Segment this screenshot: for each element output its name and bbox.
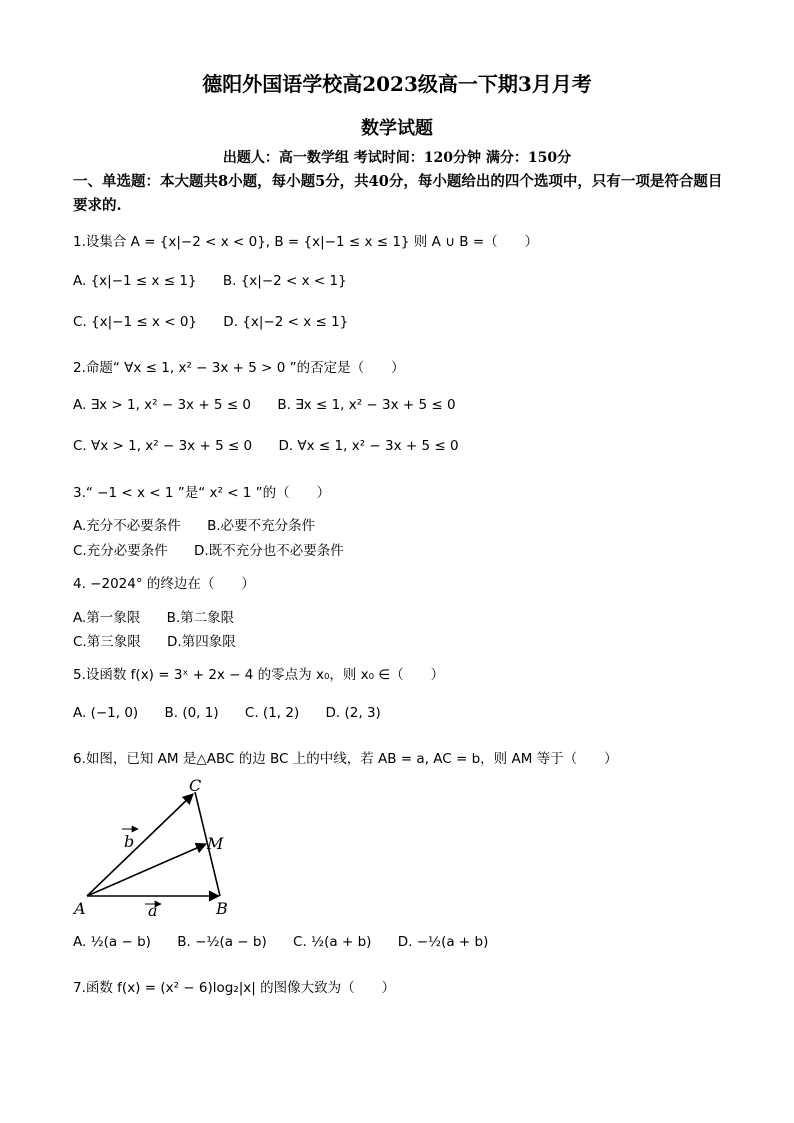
question-6-option-b: B. −½(a − b) [177, 934, 267, 950]
exam-title: 德阳外国语学校高2023级高一下期3月月考 [202, 72, 592, 96]
question-5-option-d: D. (2, 3) [325, 705, 381, 721]
question-6-options [73, 934, 510, 950]
question-3-option-c: C.充分必要条件 [73, 543, 168, 559]
exam-info: 出题人：高一数学组 考试时间：120分钟 满分：150分 [222, 150, 572, 166]
exam-subtitle: 数学试题 [361, 118, 433, 139]
question-6-option-c: C. ½(a + b) [293, 934, 372, 950]
question-6-stem: 6.如图，已知 AM 是△ABC 的边 BC 上的中线，若 AB = a, AC = b，则 AM 等于（ ） [73, 751, 618, 767]
question-4-stem: 4. −2024° 的终边在（ ） [73, 576, 255, 592]
label-a-vertex: A [74, 899, 86, 918]
label-vector-a: a [148, 901, 158, 920]
question-3-options-row2 [73, 539, 366, 559]
question-2-options-row2 [73, 438, 481, 454]
question-1-option-b: B. {x|−2 < x < 1} [222, 273, 347, 289]
question-1-options-row1 [73, 273, 369, 289]
question-4-option-a: A.第一象限 [73, 610, 141, 626]
question-6-option-a: A. ½(a − b) [73, 934, 151, 950]
question-3-option-a: A.充分不必要条件 [73, 518, 181, 534]
question-5-options [73, 705, 403, 721]
vector-am [87, 844, 206, 896]
question-5-option-c: C. (1, 2) [244, 705, 300, 721]
label-vector-b: b [124, 832, 135, 851]
label-c: C [189, 776, 202, 795]
question-2-stem: 2.命题“ ∀x ≤ 1, x² − 3x + 5 > 0 ”的否定是（ ） [73, 360, 405, 376]
question-7-stem: 7.函数 f(x) = (x² − 6)log₂|x| 的图像大致为（ ） [73, 980, 396, 996]
label-m: M [207, 834, 224, 853]
question-1-options-row2 [73, 314, 370, 330]
label-b-vertex: B [216, 899, 228, 918]
question-1-option-d: D. {x|−2 < x ≤ 1} [223, 314, 349, 330]
question-3-options-row1 [73, 514, 337, 534]
question-6-option-d: D. −½(a + b) [397, 934, 489, 950]
question-5-option-a: A. (−1, 0) [73, 705, 139, 721]
question-4-option-c: C.第三象限 [73, 634, 141, 650]
triangle-figure [60, 772, 250, 922]
question-1-stem: 1.设集合 A = {x|−2 < x < 0}, B = {x|−1 ≤ x ≤ 1} 则 A ∪ B =（ ） [73, 234, 539, 250]
question-5-stem: 5.设函数 f(x) = 3ˣ + 2x − 4 的零点为 x₀，则 x₀ ∈（ ） [73, 667, 445, 683]
question-5-option-b: B. (0, 1) [164, 705, 219, 721]
question-2-option-b: B. ∃x ≤ 1, x² − 3x + 5 ≤ 0 [277, 397, 456, 413]
question-4-options-row2 [73, 630, 258, 650]
question-3-stem: 3.“ −1 < x < 1 ”是“ x² < 1 ”的（ ） [73, 485, 331, 501]
question-3-option-b: B.必要不充分条件 [207, 518, 316, 534]
section-heading: 一、单选题：本大题共8小题，每小题5分，共40分，每小题给出的四个选项中，只有一项是符合题目要求的. [73, 173, 723, 214]
question-1-option-a: A. {x|−1 ≤ x ≤ 1} [73, 273, 197, 289]
question-2-option-a: A. ∃x > 1, x² − 3x + 5 ≤ 0 [73, 397, 252, 413]
question-3-option-d: D.既不充分也不必要条件 [194, 543, 344, 559]
vector-ac [87, 794, 193, 896]
question-1-option-c: C. {x|−1 ≤ x < 0} [73, 314, 197, 330]
question-2-options-row1 [73, 397, 478, 413]
question-4-options-row1 [73, 606, 256, 626]
question-4-option-b: B.第二象限 [166, 610, 235, 626]
question-4-option-d: D.第四象限 [167, 634, 236, 650]
question-2-option-c: C. ∀x > 1, x² − 3x + 5 ≤ 0 [73, 438, 253, 454]
question-2-option-d: D. ∀x ≤ 1, x² − 3x + 5 ≤ 0 [278, 438, 459, 454]
